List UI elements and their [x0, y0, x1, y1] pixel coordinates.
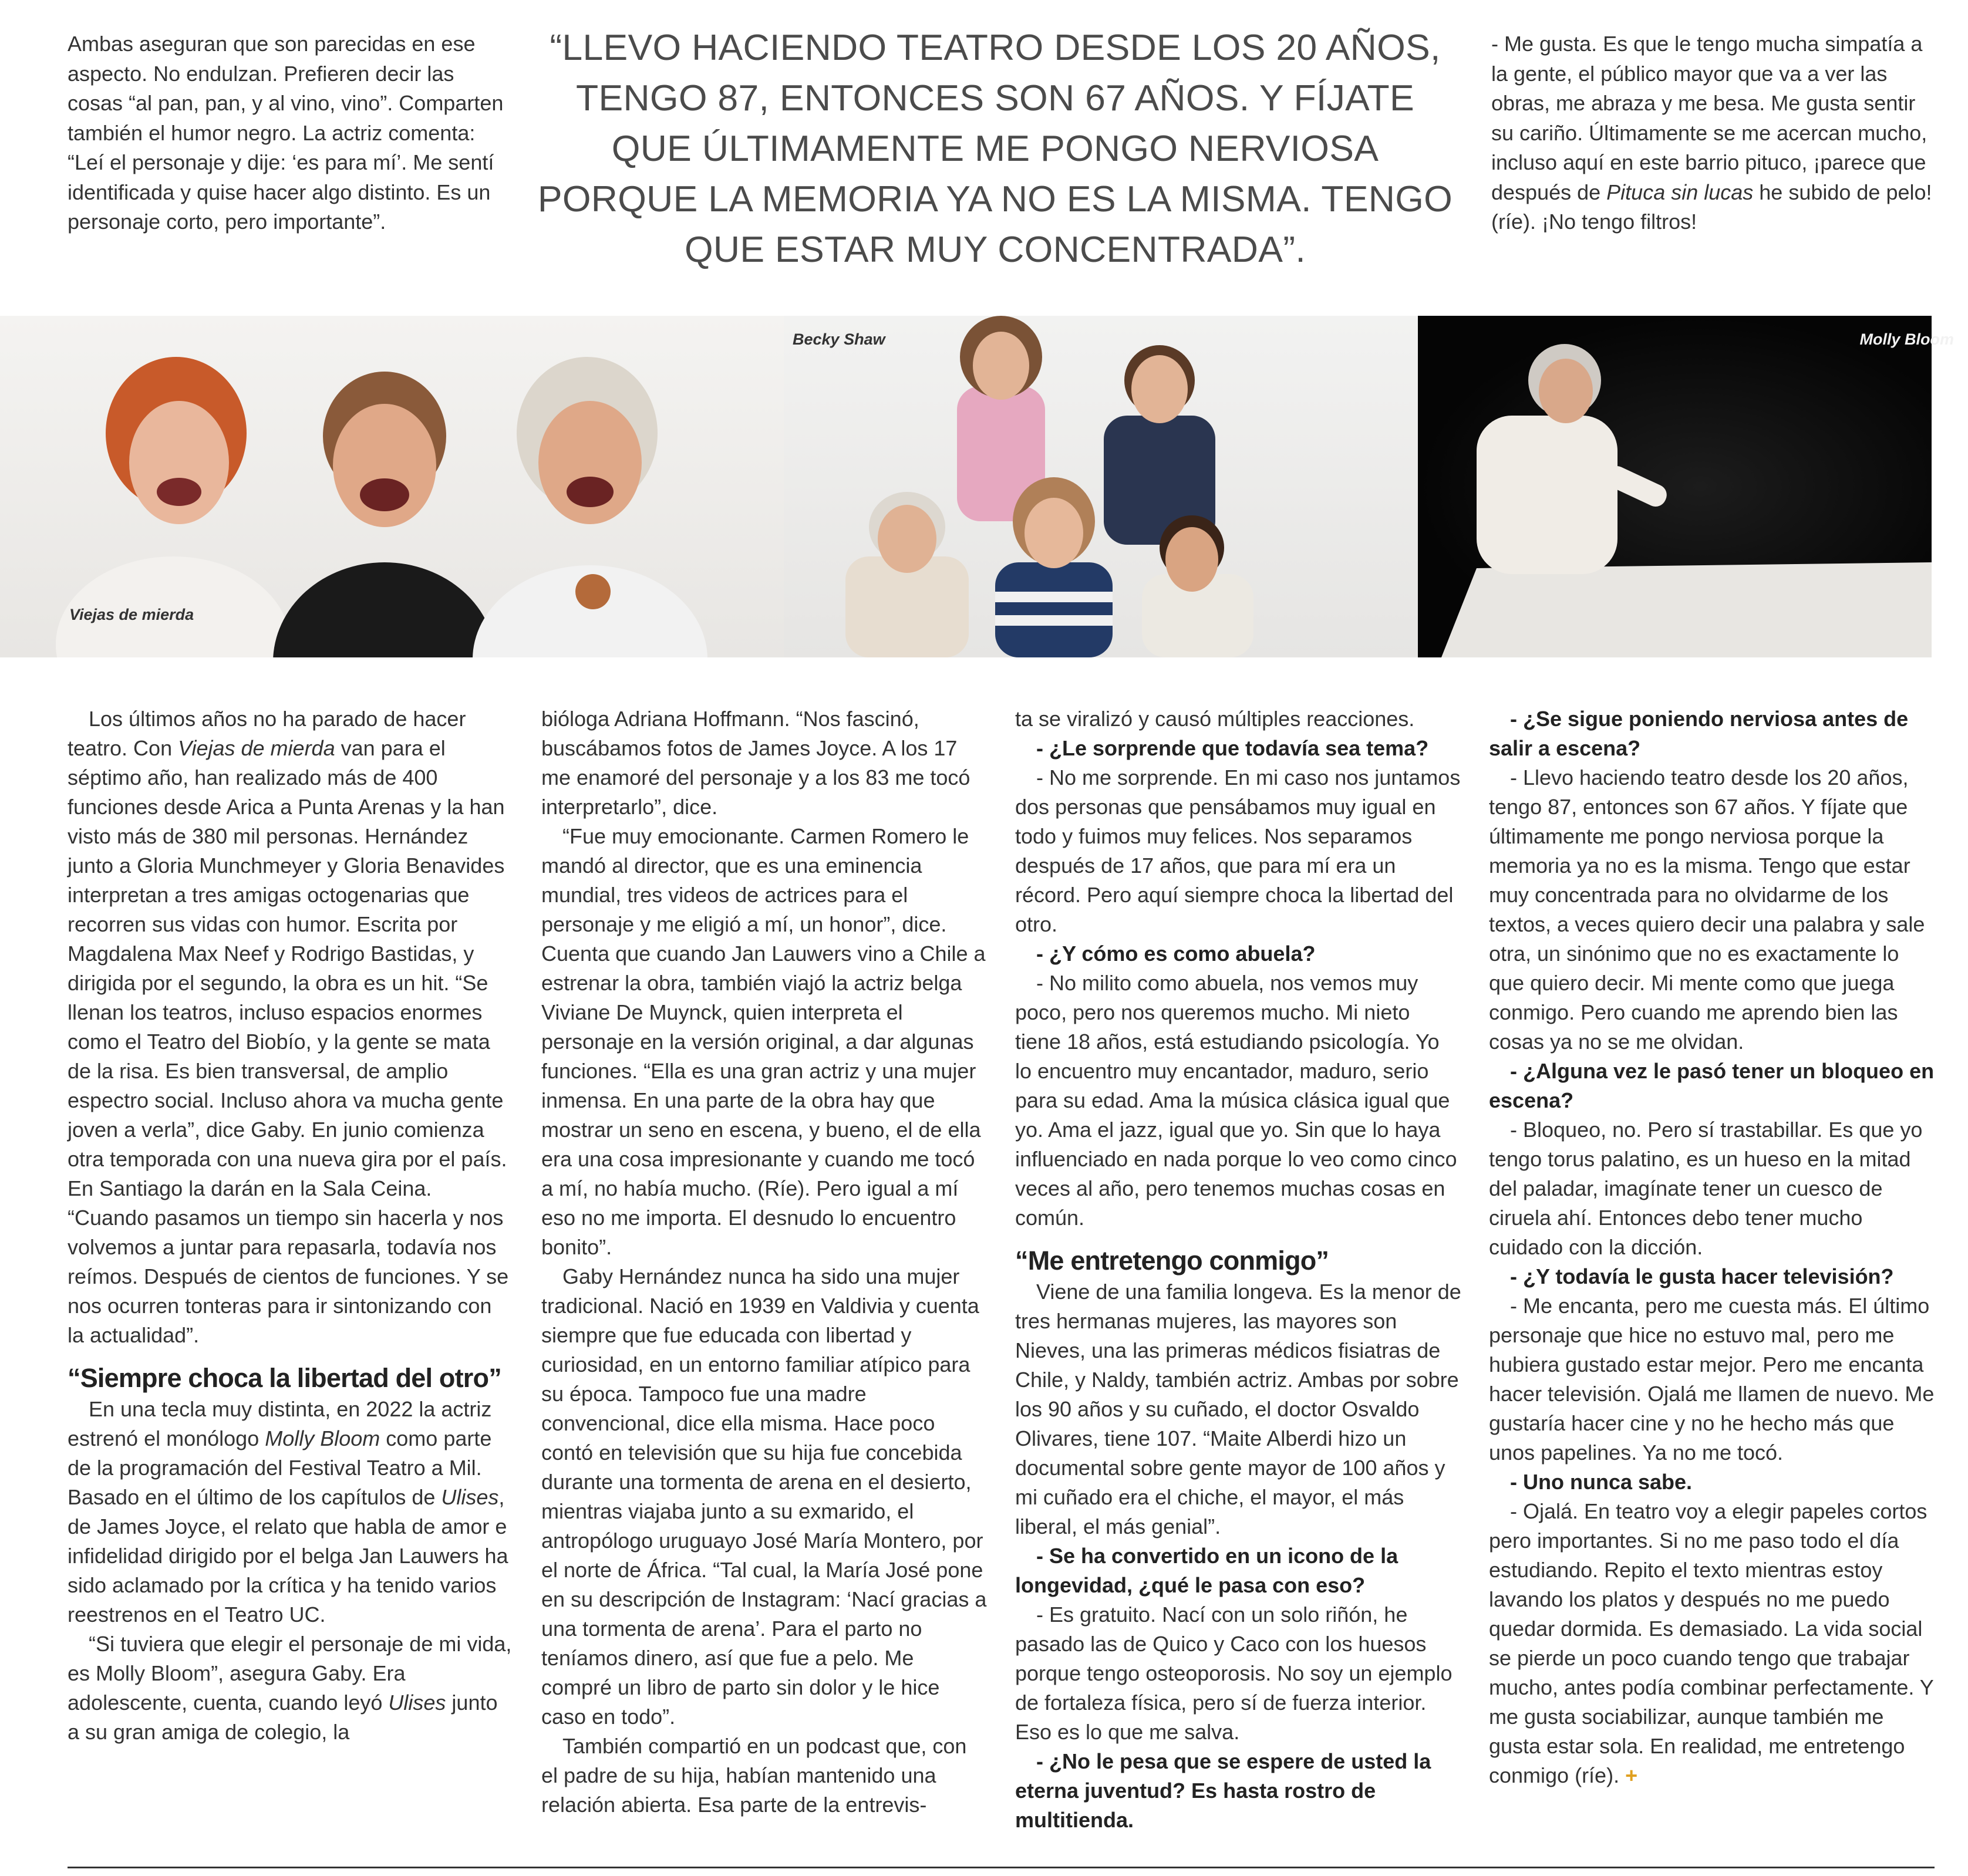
pull-quote: “LLEVO HACIENDO TEATRO DESDE LOS 20 AÑOS, TENGO 87, ENTONCES SON 67 AÑOS. Y FÍJATE QUE ÚLTIMAMENTE ME PONGO NERVIOSA PORQUE LA MEMORIA YA NO ES LA MISMA. TENGO QUE ESTAR MUY CONCENTRADA”. — [537, 27, 1453, 270]
intro-left-paragraph: Ambas aseguran que son parecidas en ese aspecto. No endulzan. Prefieren decir las cosas “al pan, pan, y al vino, vino”. Comparten también el humor negro. La actriz comenta: “Leí el personaje y dije: ‘es para mí’. Me sentí identificada y quise hacer algo distinto. Es un personaje corto, pero importante”. — [68, 32, 504, 234]
article-column-2 — [541, 704, 988, 1820]
interview-question-7: - ¿Y todavía le gusta hacer televisión? — [1510, 1264, 1894, 1288]
interview-answer-2: - No milito como abuela, nos vemos muy poco, pero nos queremos mucho. Mi nieto tiene 18 años, está estudiando psicología. Yo lo encuentro muy encantador, maduro, serio para su edad. Ama la música clásica igual que yo. Ama el jazz, igual que yo. Sin que lo haya influenciado en nada porque lo veo como cinco veces al año, pero tenemos muchas cosas en común. — [1015, 971, 1457, 1230]
interview-answer-5: - Llevo haciendo teatro desde los 20 años, tengo 87, entonces son 67 años. Y fíjate que últimamente me pongo nerviosa porque la memoria ya no es la misma. Tengo que estar muy concentrada para no olvidarme de los textos, a veces quiero decir una palabra y sale otra, un sinónimo que no es exactamente lo que quiero decir. Mi mente como que juega conmigo. Pero cuando me aprendo bien las cosas ya no se me olvidan. — [1489, 765, 1925, 1054]
interview-question-6: - ¿Alguna vez le pasó tener un bloqueo en escena? — [1489, 1059, 1935, 1112]
col2-paragraph-3: Gaby Hernández nunca ha sido una mujer tradicional. Nació en 1939 en Valdivia y cuenta siempre que fue educada con libertad y curiosidad, en un entorno familiar atípico para su época. Tampoco fue una madre convencional, dice ella misma. Hace poco contó en televisión que su hija fue concebida durante una tormenta de arena en el desierto, mientras viajaba junto a su exmarido, el antropólogo uruguayo José María Montero, por el norte de África. “Tal cual, la María José pone en su descripción de Instagram: ‘Nací gracias a una tormenta de arena’. Para el parto no teníamos dinero, así que fue a pelo. Me compré un libro de parto sin dolor y le hice caso en todo”. — [541, 1264, 987, 1729]
intro-column-left — [68, 29, 514, 237]
col2-paragraph-1: bióloga Adriana Hoffmann. “Nos fascinó, buscábamos fotos de James Joyce. A los 17 me enamoré del personaje y a los 83 me tocó interpretarlo”, dice. — [541, 707, 970, 819]
article-column-4 — [1489, 704, 1935, 1790]
intro-right-text-2: he subido de pelo! (ríe). ¡No tengo filtros! — [1491, 180, 1932, 234]
intro-right-italic: Pituca sin lucas — [1606, 180, 1754, 204]
interview-answer-8: - Ojalá. En teatro voy a elegir papeles cortos pero importantes. Si no me paso todo el día estudiando. Repito el texto mientras estoy lavando los platos y después no me puedo quedar dormida. Es demasiado. La vida social se pierde un poco cuando tengo que trabajar mucho, antes podía combinar perfectamente. Y me gusta sociabilizar, aunque también me gusta estar sola. En realidad, me entretengo conmigo (ríe). + — [1489, 1499, 1934, 1787]
interview-question-4: - ¿No le pesa que se espere de usted la eterna juventud? Es hasta rostro de multitienda. — [1015, 1749, 1431, 1832]
col3-paragraph-1: ta se viralizó y causó múltiples reacciones. — [1015, 707, 1415, 731]
photo-caption-molly-bloom: Molly Bloom — [1859, 330, 1954, 348]
article-column-3 — [1015, 704, 1461, 1835]
photo-3-illustration — [1418, 316, 1932, 657]
photo-becky-shaw — [784, 316, 1418, 657]
interview-question-1: - ¿Le sorprende que todavía sea tema? — [1036, 736, 1429, 760]
photo-caption-becky-shaw: Becky Shaw — [793, 330, 885, 348]
interview-answer-7: - Me encanta, pero me cuesta más. El último personaje que hice no estuvo mal, pero me hubiera gustado estar mejor. Pero me encanta hacer televisión. Ojalá me llamen de nuevo. Me gustaría hacer cine y no he hecho más que unos papelines. Ya no me tocó. — [1489, 1294, 1935, 1465]
col2-paragraph-2: “Fue muy emocionante. Carmen Romero le mandó al director, que es una eminencia mundial, tres videos de actrices para el personaje y me eligió a mí, un honor”, dice. Cuenta que cuando Jan Lauwers vino a Chile a estrenar la obra, también viajó la actriz belga Viviane De Muynck, quien interpreta el personaje en la versión original, a dar algunas funciones. “Ella es una gran actriz y una mujer inmensa. En una parte de la obra hay que mostrar un seno en escena, y bueno, el de ella era una cosa impresionante y cuando me tocó a mí, no había mucho. (Ríe). Pero igual a mí eso no me importa. El desnudo lo encuentro bonito”. — [541, 824, 986, 1259]
col1-paragraph-1: Los últimos años no ha parado de hacer teatro. Con Viejas de mierda van para el séptimo año, han realizado más de 400 funciones desde Arica a Punta Arenas y la han visto más de 380 mil personas. Hernández junto a Gloria Munchmeyer y Gloria Benavides interpretan a tres amigas octogenarias que recorren sus vidas con humor. Escrita por Magdalena Max Neef y Rodrigo Bastidas, y dirigida por el segundo, la obra es un hit. “Se llenan los teatros, incluso espacios enormes como el Teatro del Biobío, y la gente se mata de la risa. Es bien transversal, de amplio espectro social. Incluso ahora va mucha gente joven a verla”, dice Gaby. En junio comienza otra temporada con una nueva gira por el país. En Santiago la darán en la Sala Ceina. “Cuando pasamos un tiempo sin hacerla y nos volvemos a juntar para repasarla, todavía nos reímos. Después de cientos de funciones. Y se nos ocurren tonteras para ir sintonizando con la actualidad”. — [68, 707, 509, 1347]
section-heading-entretengo: “Me entretengo conmigo” — [1015, 1246, 1329, 1276]
interview-question-8: - Uno nunca sabe. — [1510, 1470, 1693, 1494]
photo-molly-bloom — [1418, 316, 1932, 657]
interview-answer-6: - Bloqueo, no. Pero sí trastabillar. Es que yo tengo torus palatino, es un hueso en la mitad del paladar, imagínate tener un cuesco de ciruela ahí. Entonces debo tener mucho cuidado con la dicción. — [1489, 1118, 1923, 1259]
interview-question-2: - ¿Y cómo es como abuela? — [1036, 942, 1316, 966]
interview-question-3: - Se ha convertido en un icono de la longevidad, ¿qué le pasa con eso? — [1015, 1544, 1399, 1597]
end-mark-icon: + — [1625, 1763, 1638, 1787]
col1-paragraph-2: En una tecla muy distinta, en 2022 la actriz estrenó el monólogo Molly Bloom como parte de la programación del Festival Teatro a Mil. Basado en el último de los capítulos de Ulises, de James Joyce, el relato que habla de amor e infidelidad dirigido por el belga Jan Lauwers ha sido aclamado por la crítica y ha tenido varios reestrenos en el Teatro UC. — [68, 1397, 508, 1627]
intro-right-text-1: - Me gusta. Es que le tengo mucha simpatía a la gente, el público mayor que va a ver las obras, me abraza y me besa. Me gusta sentir su cariño. Últimamente se me acercan mucho, incluso aquí en este barrio pituco, ¡parece que después de — [1491, 32, 1927, 204]
photo-2-illustration — [784, 316, 1418, 657]
interview-question-5: - ¿Se sigue poniendo nerviosa antes de salir a escena? — [1489, 707, 1909, 760]
intro-right-paragraph — [1491, 29, 1937, 237]
interview-answer-3: - Es gratuito. Nací con un solo riñón, he pasado las de Quico y Caco con los huesos porque tengo osteoporosis. No soy un ejemplo de fortaleza física, pero sí de fuerza interior. Eso es lo que me salva. — [1015, 1602, 1453, 1744]
interview-answer-1: - No me sorprende. En mi caso nos juntamos dos personas que pensábamos muy igual en todo y fuimos muy felices. Nos separamos después de 17 años, que para mí era un récord. Pero aquí siempre choca la libertad del otro. — [1015, 765, 1461, 936]
intro-column-right — [1491, 29, 1937, 237]
section-heading-libertad: “Siempre choca la libertad del otro” — [68, 1363, 501, 1393]
bottom-divider — [68, 1867, 1935, 1868]
photo-caption-viejas-de-mierda: Viejas de mierda — [69, 606, 194, 623]
col3-paragraph-2: Viene de una familia longeva. Es la menor de tres hermanas mujeres, las mayores son Nieves, una las primeras médicos fisiatras de Chile, y Naldy, también actriz. Ambas por sobre los 90 años y su cuñado, el doctor Osvaldo Olivares, tiene 107. “Maite Alberdi hizo un documental sobre gente mayor de 100 años y mi cuñado era el chiche, el mayor, el más liberal, el más genial”. — [1015, 1280, 1461, 1538]
col1-paragraph-3: “Si tuviera que elegir el personaje de mi vida, es Molly Bloom”, asegura Gaby. Era adolescente, cuenta, cuando leyó Ulises junto a su gran amiga de colegio, la — [68, 1632, 512, 1744]
article-column-1 — [68, 704, 514, 1747]
col2-paragraph-4: También compartió en un podcast que, con el padre de su hija, habían mantenido una relación abierta. Esa parte de la entrevis- — [541, 1734, 967, 1817]
